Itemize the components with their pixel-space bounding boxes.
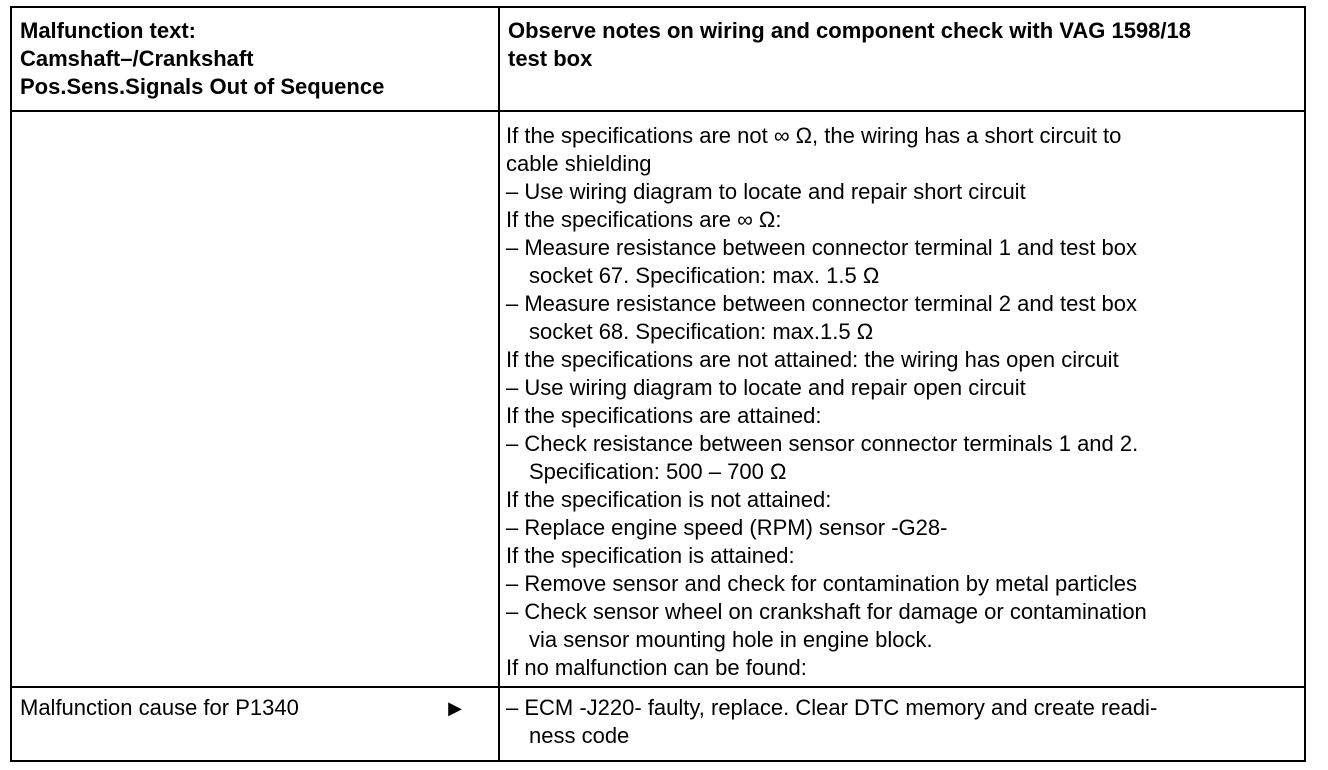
instruction-continuation: socket 68. Specification: max.1.5 Ω	[529, 319, 874, 344]
instruction-step: – Use wiring diagram to locate and repair open circuit	[506, 375, 1026, 400]
condition-text: If the specifications are ∞ Ω:	[506, 207, 782, 232]
observe-notes-heading	[500, 8, 1304, 73]
condition-text: cable shielding	[506, 151, 652, 176]
instruction-continuation: ness code	[529, 723, 630, 748]
header-right-line: test box	[508, 46, 593, 71]
condition-text: If the specifications are not attained: the wiring has open circuit	[506, 347, 1119, 372]
header-right-line: Observe notes on wiring and component check with VAG 1598/18	[508, 18, 1191, 43]
cause-label-row	[12, 688, 498, 722]
instruction-step: – Replace engine speed (RPM) sensor -G28-	[506, 515, 948, 540]
diagnostic-table-sheet	[10, 6, 1306, 762]
header-left-cell	[11, 7, 499, 111]
header-left-line: Camshaft–/Crankshaft	[20, 46, 254, 71]
header-left-line: Pos.Sens.Signals Out of Sequence	[20, 74, 385, 99]
procedure-cell	[499, 111, 1305, 687]
instruction-step: – Check resistance between sensor connector terminals 1 and 2.	[506, 431, 1139, 456]
cause-left-cell	[11, 687, 499, 761]
instruction-step: – Measure resistance between connector terminal 2 and test box	[506, 291, 1138, 316]
cause-remedy-cell	[499, 687, 1305, 761]
cause-remedy-text-block	[500, 688, 1304, 750]
malfunction-cause-label: Malfunction cause for P1340	[20, 695, 299, 720]
instruction-step: – Measure resistance between connector terminal 1 and test box	[506, 235, 1138, 260]
instruction-step: – Use wiring diagram to locate and repair short circuit	[506, 179, 1026, 204]
procedure-text-block	[500, 112, 1304, 682]
instruction-step: – Remove sensor and check for contamination by metal particles	[506, 571, 1137, 596]
header-row	[11, 7, 1305, 111]
instruction-step: – Check sensor wheel on crankshaft for damage or contamination	[506, 599, 1147, 624]
diagnostic-table	[10, 6, 1306, 762]
instruction-step: – ECM -J220- faulty, replace. Clear DTC memory and create readi-	[506, 695, 1158, 720]
procedure-row	[11, 111, 1305, 687]
condition-text: If the specifications are not ∞ Ω, the wiring has a short circuit to	[506, 123, 1122, 148]
instruction-continuation: socket 67. Specification: max. 1.5 Ω	[529, 263, 880, 288]
header-left-line: Malfunction text:	[20, 18, 196, 43]
condition-text: If the specifications are attained:	[506, 403, 822, 428]
instruction-continuation: Specification: 500 – 700 Ω	[529, 459, 787, 484]
condition-text: If the specification is attained:	[506, 543, 795, 568]
arrow-right-icon: ▶	[448, 698, 462, 718]
cause-row	[11, 687, 1305, 761]
malfunction-text-heading	[12, 8, 498, 101]
procedure-left-cell-empty	[11, 111, 499, 687]
condition-text: If the specification is not attained:	[506, 487, 832, 512]
header-right-cell	[499, 7, 1305, 111]
instruction-continuation: via sensor mounting hole in engine block.	[529, 627, 933, 652]
condition-text: If no malfunction can be found:	[506, 655, 807, 680]
